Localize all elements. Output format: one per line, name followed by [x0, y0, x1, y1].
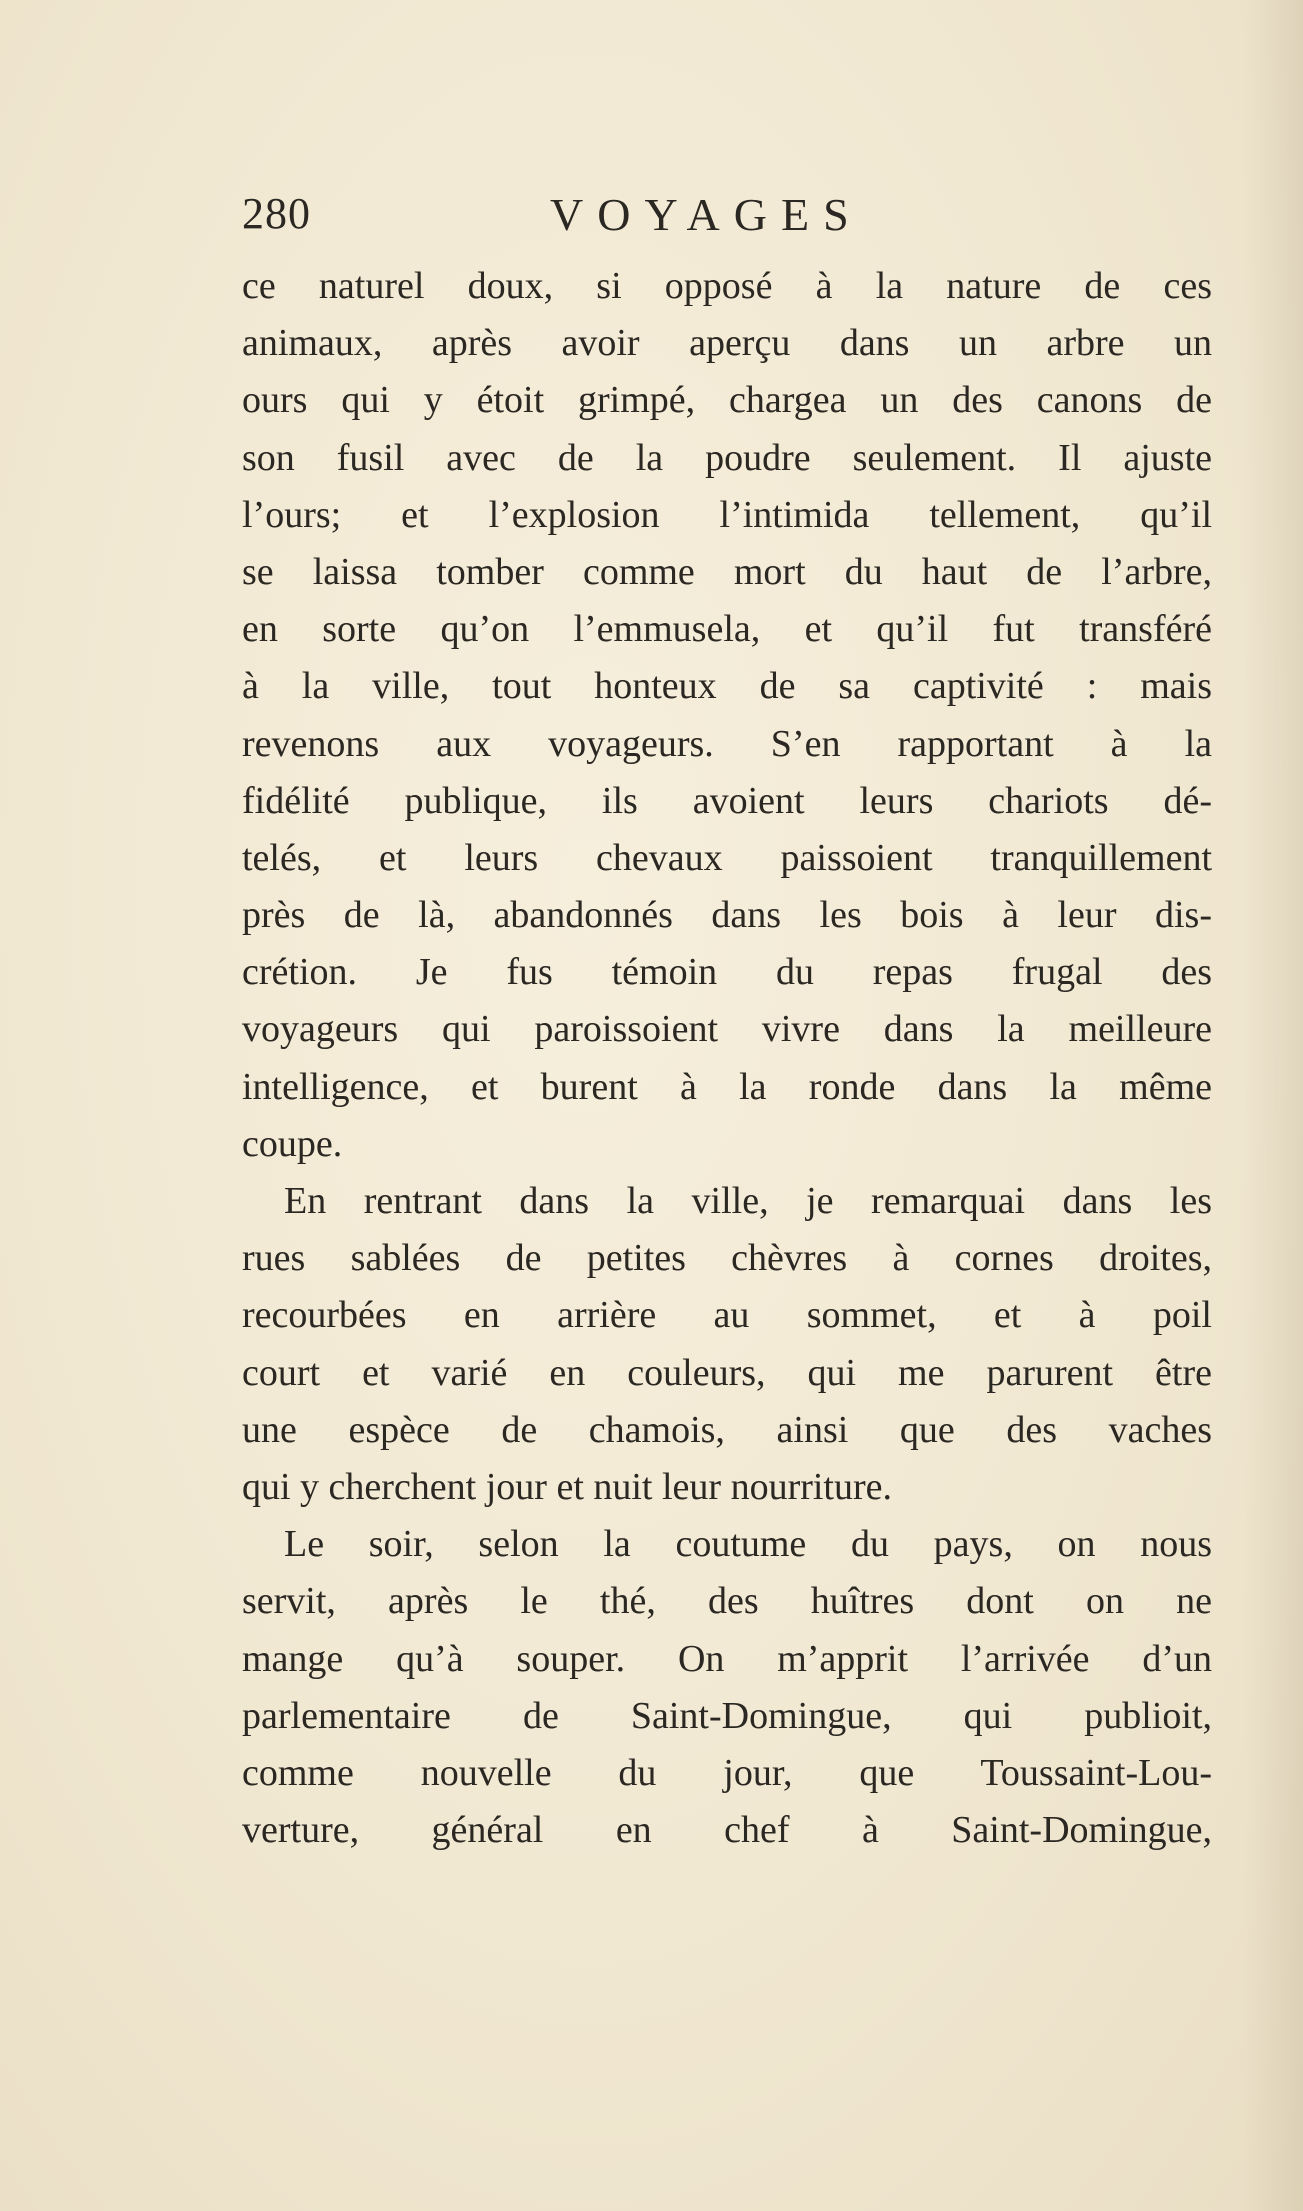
text-line: animaux, après avoir aperçu dans un arbre un: [242, 322, 1212, 365]
text-line: crétion. Je fus témoin du repas frugal des: [242, 951, 1212, 994]
body-text: [242, 258, 1212, 1859]
text-line: qui y cherchent jour et nuit leur nourriture.: [242, 1465, 893, 1508]
text-line: l’ours; et l’explosion l’intimida tellement, qu’il: [242, 493, 1212, 536]
text-line: ce naturel doux, si opposé à la nature de ces: [242, 265, 1212, 307]
text-line: ours qui y étoit grimpé, chargea un des canons de: [242, 379, 1212, 422]
text-line: en sorte qu’on l’emmusela, et qu’il fut transféré: [242, 608, 1212, 651]
text-line: voyageurs qui paroissoient vivre dans la meilleure: [242, 1008, 1212, 1051]
running-title: VOYAGES: [550, 189, 863, 240]
text-line: intelligence, et burent à la ronde dans la même: [242, 1065, 1212, 1108]
text-line: comme nouvelle du jour, que Toussaint-Lou-: [242, 1751, 1212, 1794]
text-line: son fusil avec de la poudre seulement. Il ajuste: [242, 436, 1212, 479]
text-line: à la ville, tout honteux de sa captivité : mais: [242, 665, 1212, 708]
text-line: parlementaire de Saint-Domingue, qui publioit,: [242, 1694, 1212, 1737]
text-line: servit, après le thé, des huîtres dont on ne: [242, 1580, 1212, 1623]
text-line: fidélité publique, ils avoient leurs chariots dé-: [242, 779, 1212, 822]
text-line: telés, et leurs chevaux paissoient tranquillement: [242, 836, 1212, 879]
text-line: près de là, abandonnés dans les bois à leur dis-: [242, 894, 1212, 937]
page-edge-shadow: [1243, 0, 1303, 2211]
text-line: verture, général en chef à Saint-Domingue,: [242, 1809, 1212, 1852]
text-line: rues sablées de petites chèvres à cornes droites,: [242, 1237, 1212, 1280]
text-line: mange qu’à souper. On m’apprit l’arrivée d’un: [242, 1637, 1212, 1680]
text-line: Le soir, selon la coutume du pays, on nous: [284, 1523, 1212, 1566]
text-line: court et varié en couleurs, qui me parurent être: [242, 1351, 1212, 1394]
text-line: revenons aux voyageurs. S’en rapportant à la: [242, 722, 1212, 765]
text-line: recourbées en arrière au sommet, et à poil: [242, 1294, 1212, 1337]
text-line: coupe.: [242, 1122, 343, 1165]
text-line: En rentrant dans la ville, je remarquai dans les: [284, 1180, 1212, 1222]
text-line: se laissa tomber comme mort du haut de l’arbre,: [242, 550, 1212, 593]
text-line: une espèce de chamois, ainsi que des vaches: [242, 1408, 1212, 1451]
page-number: 280: [242, 189, 311, 238]
page-header: [242, 188, 1212, 248]
